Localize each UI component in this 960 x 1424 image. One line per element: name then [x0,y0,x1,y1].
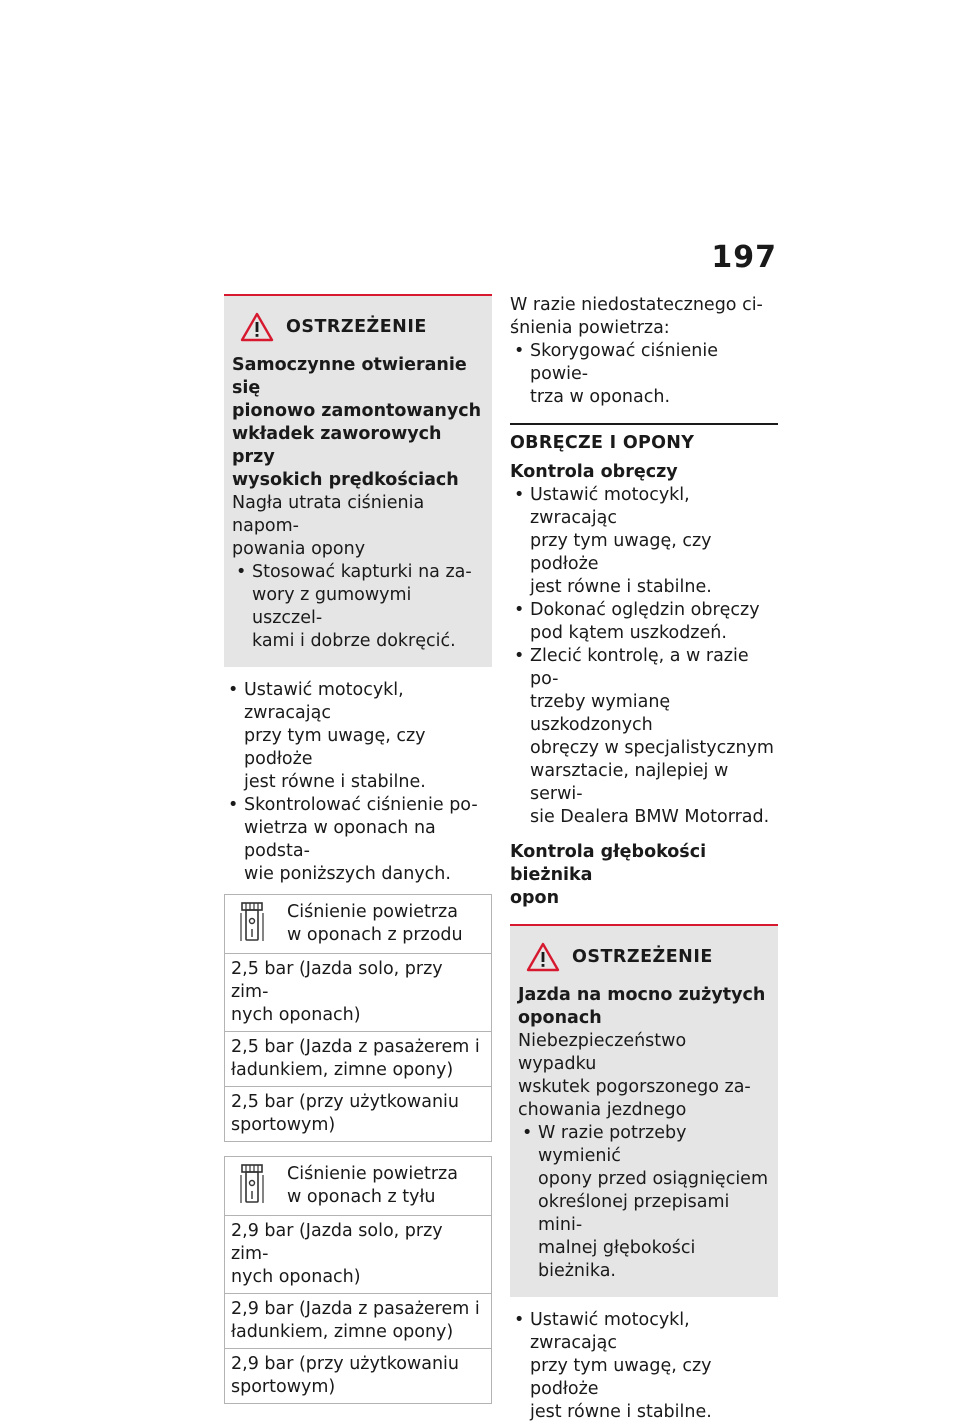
intro-bullets [510,340,778,409]
warning-header [240,312,484,342]
list-item [510,599,778,645]
list-item-line: wietrza w oponach na podsta- [244,818,436,861]
list-item-line: • Skorygować ciśnienie powie- [530,341,718,384]
list-item-line: • Dokonać oględzin obręczy [530,600,760,620]
table-cell-line: 2,9 bar (przy użytkowaniu [231,1354,460,1374]
table-row [225,1032,491,1087]
list-item-line: trza w oponach. [530,387,671,407]
list-item-line: jest równe i stabilne. [244,772,426,792]
list-item [510,1309,778,1424]
warning-header [526,942,770,972]
warning-subject [232,354,484,492]
table-cell-line: 2,5 bar (Jazda solo, przy zim- [231,959,443,1002]
table-cell-line: sportowym) [231,1377,336,1397]
list-item-line: • Ustawić motocykl, zwracając [530,1310,690,1353]
warning-text [232,492,484,561]
table-header-label [287,1163,458,1209]
list-item-line: malnej głębokości bieżnika. [538,1238,696,1281]
warning-triangle-icon [240,312,274,342]
table-row [225,1087,491,1141]
warning-text [518,1030,770,1122]
table-cell-line: 2,9 bar (Jazda solo, przy zim- [231,1221,443,1264]
table-cell-line: ładunkiem, zimne opony) [231,1322,454,1342]
list-item-line: jest równe i stabilne. [530,577,712,597]
tire-pressure-icon [239,1163,265,1207]
table-cell-line: 2,9 bar (Jazda z pasażerem i [231,1299,480,1319]
page-number: 197 [711,240,777,275]
table-row [225,1349,491,1403]
warning-text-line: powania opony [232,539,366,559]
warning-title: OSTRZEŻENIE [572,947,713,967]
warning-bullets [518,1122,770,1283]
list-item-line: warsztacie, najlepiej w serwi- [530,761,729,804]
tire-pressure-icon [239,901,265,945]
list-item [510,484,778,599]
list-item [518,1122,770,1283]
warning-subject [518,984,770,1030]
table-cell-line: sportowym) [231,1115,336,1135]
table-cell-line: 2,5 bar (Jazda z pasażerem i [231,1037,480,1057]
table-row [225,1294,491,1349]
list-item-line: opony przed osiągnięciem [538,1169,768,1189]
final-bullets [510,1309,778,1424]
warning-subject-line: Samoczynne otwieranie się [232,355,467,398]
warning-text-line: chowania jezdnego [518,1100,687,1120]
section-title: OBRĘCZE I OPONY [510,423,778,453]
list-item-line: wory z gumowymi uszczel- [252,585,412,628]
list-item-line: • Stosować kapturki na za- [252,562,472,582]
list-item [224,794,492,886]
table-cell-line: ładunkiem, zimne opony) [231,1060,454,1080]
table-header-label [287,901,463,947]
list-item-line: • Ustawić motocykl, zwracając [530,485,690,528]
list-item-line: przy tym uwagę, czy podłoże [530,531,712,574]
warning-bullets [232,561,484,653]
warning-title: OSTRZEŻENIE [286,317,427,337]
warning-box-tread [510,924,778,1297]
warning-text-line: wskutek pogorszonego za- [518,1077,751,1097]
tread-title-line: Kontrola głębokości bieżnika [510,842,707,885]
list-item-line: • W razie potrzeby wymienić [538,1123,687,1166]
list-item [510,340,778,409]
warning-subject-line: wkładek zaworowych przy [232,424,442,467]
list-item-line: jest równe i stabilne. [530,1402,712,1422]
warning-subject-line: wysokich prędkościach [232,470,459,490]
list-item-line: wie poniższych danych. [244,864,451,884]
list-item [224,679,492,794]
list-item-line: • Skontrolować ciśnienie po- [244,795,478,815]
list-item-line: przy tym uwagę, czy podłoże [530,1356,712,1399]
intro-line: śnienia powietrza: [510,318,670,338]
tread-check-title [510,841,778,910]
front-pressure-table [224,894,492,1142]
left-bullets [224,679,492,886]
table-header-line: Ciśnienie powietrza [287,902,458,922]
warning-text-line: Niebezpieczeństwo wypadku [518,1031,687,1074]
list-item-line: przy tym uwagę, czy podłoże [244,726,426,769]
table-cell-line: nych oponach) [231,1267,361,1287]
table-header [225,895,491,954]
table-header-line: w oponach z tyłu [287,1187,436,1207]
list-item-line: określonej przepisami mini- [538,1192,730,1235]
warning-subject-line: pionowo zamontowanych [232,401,482,421]
warning-triangle-icon [526,942,560,972]
list-item-line: pod kątem uszkodzeń. [530,623,727,643]
warning-text-line: Nagła utrata ciśnienia napom- [232,493,425,536]
right-column [510,294,778,1424]
list-item [232,561,484,653]
left-column [224,294,492,1404]
rim-bullets [510,484,778,829]
rear-pressure-table [224,1156,492,1404]
rim-check-title: Kontrola obręczy [510,462,678,482]
table-row [225,954,491,1032]
table-cell-line: 2,5 bar (przy użytkowaniu [231,1092,460,1112]
list-item-line: • Zlecić kontrolę, a w razie po- [530,646,749,689]
list-item-line: kami i dobrze dokręcić. [252,631,456,651]
table-header-line: Ciśnienie powietrza [287,1164,458,1184]
list-item-line: sie Dealera BMW Motorrad. [530,807,770,827]
table-cell-line: nych oponach) [231,1005,361,1025]
intro-text [510,294,778,340]
warning-box-valve [224,294,492,667]
table-row [225,1216,491,1294]
tread-title-line: opon [510,888,560,908]
list-item-line: • Ustawić motocykl, zwracając [244,680,404,723]
warning-subject-line: Jazda na mocno zużytych [518,985,766,1005]
list-item [510,645,778,829]
warning-subject-line: oponach [518,1008,602,1028]
table-header [225,1157,491,1216]
list-item-line: trzeby wymianę uszkodzonych [530,692,671,735]
intro-line: W razie niedostatecznego ci- [510,295,763,315]
table-header-line: w oponach z przodu [287,925,463,945]
list-item-line: obręczy w specjalistycznym [530,738,774,758]
